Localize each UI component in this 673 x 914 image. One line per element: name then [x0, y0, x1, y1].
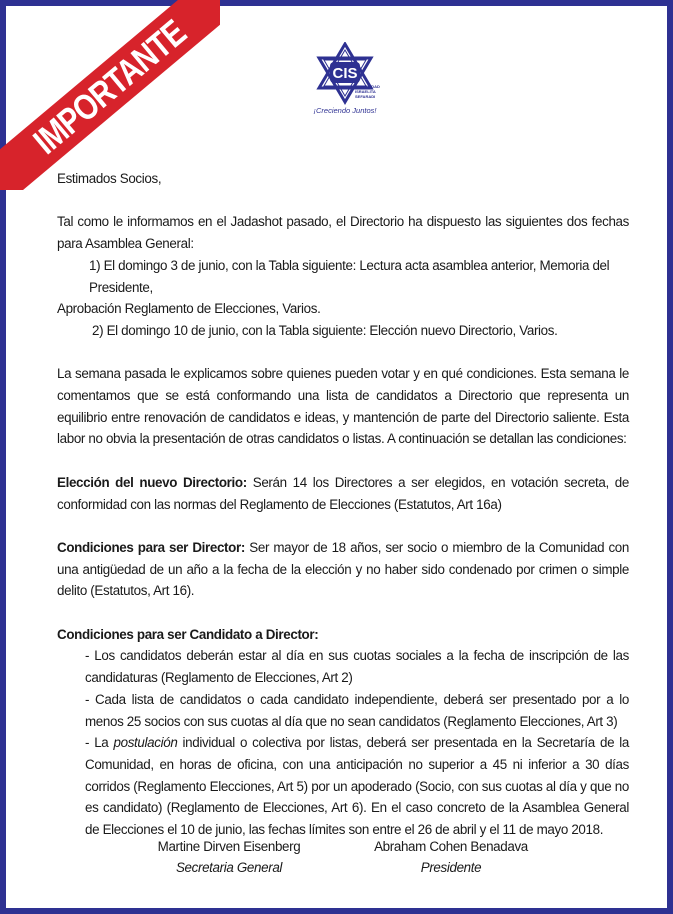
important-label: IMPORTANTE [25, 11, 194, 162]
candidate-condition-item: - Cada lista de candidatos o cada candidato independiente, deberá ser presentado por a lo menos 25 socios con sus cuotas al día que no sean candidatos (Reglamento Elecciones, Art 3) [85, 691, 629, 729]
logo-slogan: ¡Creciendo Juntos! [313, 106, 377, 115]
letter-body [57, 168, 629, 841]
intro-paragraph: Tal como le informamos en el Jadashot pasado, el Directorio ha dispuesto las siguientes dos fechas para Asamblea General: [57, 214, 629, 252]
item-text: individual o colectiva por listas, deberá ser presentada en la Secretaría de la Comunidad, en horas de oficina, con una anticipación no superior a 45 ni inferior a 30 días corridos (Reglamento Elecciones, Art 5) por un apoderado (Socio, con sus cuotas al día y que no es candidato) (Reglamento de Elecciones, Art 6). En el caso concreto de la Asamblea General de Elecciones el 10 de junio, las fechas límites son entre el 26 de abril y el 11 de mayo 2018. [85, 735, 629, 838]
section-director-heading: Condiciones para ser Director: [57, 539, 245, 555]
date-item-1-line-1: 1) El domingo 3 de junio, con la Tabla siguiente: Lectura acta asamblea anterior, Memoria del Presidente, [89, 257, 610, 295]
signature-president [341, 836, 561, 878]
logo-name-line-3: SEFARADI [355, 94, 376, 99]
logo-name-line-2: ISRAELITA [355, 89, 376, 94]
logo-name-line-1: COMUNIDAD [355, 84, 380, 89]
important-ribbon [0, 0, 220, 190]
context-paragraph: La semana pasada le explicamos sobre quienes pueden votar y en qué condiciones. Esta semana le comentamos que se está conformando una lista de candidatos a Directorio que representa un equilibrio entre renovación de candidatos e ideas, y mantención de parte del Directorio saliente. Esta labor no obvia la presentación de otras candidatos o listas. A continuación se detallan las condiciones: [57, 366, 629, 447]
date-item-2: 2) El domingo 10 de junio, con la Tabla siguiente: Elección nuevo Directorio, Varios. [92, 322, 558, 338]
item-prefix: - La [85, 735, 114, 751]
signature-role: Presidente [420, 860, 482, 875]
signature-name: Abraham Cohen Benadava [374, 839, 528, 854]
important-banner [0, 0, 220, 190]
candidate-condition-item: - Los candidatos deberán estar al día en sus cuotas sociales a la fecha de inscripción de las candidaturas (Reglamento de Elecciones, Art 2) [85, 648, 629, 686]
section-director-conditions [57, 537, 629, 602]
cis-logo [305, 42, 385, 120]
candidate-condition-item [57, 732, 629, 841]
section-election [57, 472, 629, 515]
candidate-conditions-heading [57, 624, 629, 646]
star-of-david-icon [305, 42, 385, 120]
section-election-body: Serán 14 los Directores a ser elegidos, en votación secreta, de conformidad con las normas del Reglamento de Elecciones (Estatutos, Art 16a) [57, 474, 629, 512]
candidate-heading-text: Condiciones para ser Candidato a Director: [57, 626, 319, 642]
date-item-1-line-2: Aprobación Reglamento de Elecciones, Varios. [57, 301, 321, 317]
section-director-body: Ser mayor de 18 años, ser socio o miembro de la Comunidad con una antigüedad de un año a la fecha de la elección y no haber sido condenado por crimen o simple delito (Estatutos, Art 16). [57, 539, 629, 599]
signature-role: Secretaria General [175, 860, 283, 875]
signature-name: Martine Dirven Eisenberg [157, 839, 301, 854]
signature-secretary [119, 836, 339, 878]
section-election-heading: Elección del nuevo Directorio: [57, 474, 247, 490]
logo-acronym: CIS [332, 65, 358, 82]
item-emphasis: postulación [113, 735, 178, 751]
greeting: Estimados Socios, [57, 171, 162, 186]
